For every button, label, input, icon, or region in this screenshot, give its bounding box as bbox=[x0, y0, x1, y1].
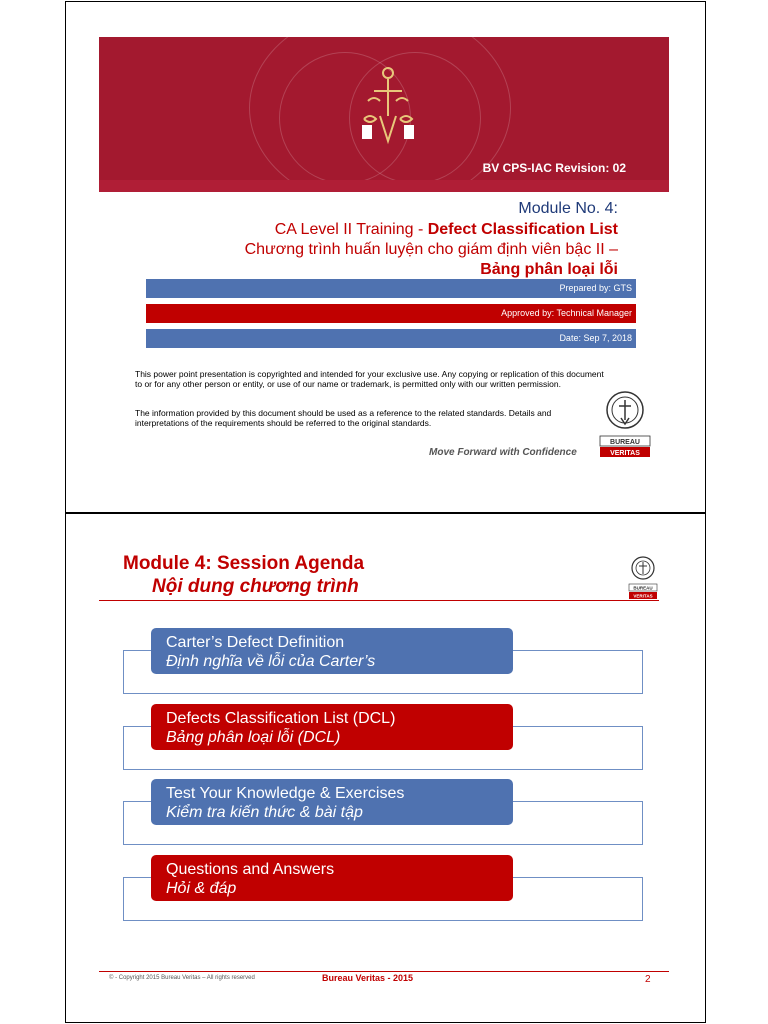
bureau-veritas-emblem-icon bbox=[360, 61, 416, 151]
module-number: Module No. 4: bbox=[518, 200, 618, 217]
slide-agenda bbox=[65, 513, 706, 1023]
copyright-notice: This power point presentation is copyrighted and intended for your exclusive use. Any copying or replication of this document to or for any other person or entity, or use of our name or trademark, is permitted only with our written permission. bbox=[135, 369, 604, 389]
footer-copyright: © - Copyright 2015 Bureau Veritas – All rights reserved bbox=[109, 975, 255, 981]
agenda-item-vn: Hỏi & đáp bbox=[166, 880, 237, 897]
svg-text:BUREAU: BUREAU bbox=[610, 439, 640, 446]
footer-divider bbox=[99, 971, 669, 972]
svg-text:VERITAS: VERITAS bbox=[633, 593, 653, 599]
agenda-item bbox=[123, 628, 645, 674]
course-title-bold: Defect Classification List bbox=[427, 221, 618, 238]
course-title-vn-line2: Bảng phân loại lỗi bbox=[480, 261, 618, 278]
course-title-vn-line1: Chương trình huấn luyện cho giám định viên bậc II – bbox=[244, 241, 618, 258]
page-number: 2 bbox=[645, 974, 651, 985]
date-bar: Date: Sep 7, 2018 bbox=[146, 329, 636, 348]
svg-text:VERITAS: VERITAS bbox=[610, 450, 640, 457]
agenda-item-en: Questions and Answers bbox=[166, 861, 335, 878]
agenda-item bbox=[123, 779, 645, 825]
course-title bbox=[275, 221, 618, 239]
bureau-veritas-logo-icon bbox=[596, 388, 654, 460]
standards-notice: The information provided by this document should be used as a reference to the related standards. Details and interpretations of the requirements should be referred to the original standards. bbox=[135, 408, 552, 428]
title-divider bbox=[99, 600, 659, 601]
agenda-item-en: Carter’s Defect Definition bbox=[166, 634, 345, 651]
agenda-subtitle: Nội dung chương trình bbox=[152, 576, 359, 597]
agenda-item-vn: Định nghĩa về lỗi của Carter’s bbox=[166, 653, 376, 670]
bureau-veritas-logo-icon bbox=[627, 555, 659, 601]
agenda-item-box bbox=[151, 779, 513, 825]
title-banner bbox=[99, 37, 669, 192]
revision-label: BV CPS-IAC Revision: 02 bbox=[482, 161, 626, 175]
footer-brand: Bureau Veritas - 2015 bbox=[322, 973, 414, 983]
agenda-item-en: Defects Classification List (DCL) bbox=[166, 710, 396, 727]
agenda-item-en: Test Your Knowledge & Exercises bbox=[166, 785, 405, 802]
agenda-item bbox=[123, 855, 645, 901]
agenda-item-box bbox=[151, 628, 513, 674]
prepared-by-bar: Prepared by: GTS bbox=[146, 279, 636, 298]
agenda-title: Module 4: Session Agenda bbox=[123, 553, 365, 574]
course-title-prefix: CA Level II Training - bbox=[274, 221, 428, 238]
agenda-item-vn: Bảng phân loại lỗi (DCL) bbox=[166, 729, 341, 746]
svg-text:BUREAU: BUREAU bbox=[633, 585, 653, 591]
agenda-item bbox=[123, 704, 645, 750]
agenda-item-box bbox=[151, 704, 513, 750]
tagline: Move Forward with Confidence bbox=[429, 447, 577, 458]
slide-title bbox=[65, 1, 706, 513]
agenda-item-vn: Kiểm tra kiến thức & bài tập bbox=[166, 804, 363, 821]
approved-by-bar: Approved by: Technical Manager bbox=[146, 304, 636, 323]
agenda-item-box bbox=[151, 855, 513, 901]
